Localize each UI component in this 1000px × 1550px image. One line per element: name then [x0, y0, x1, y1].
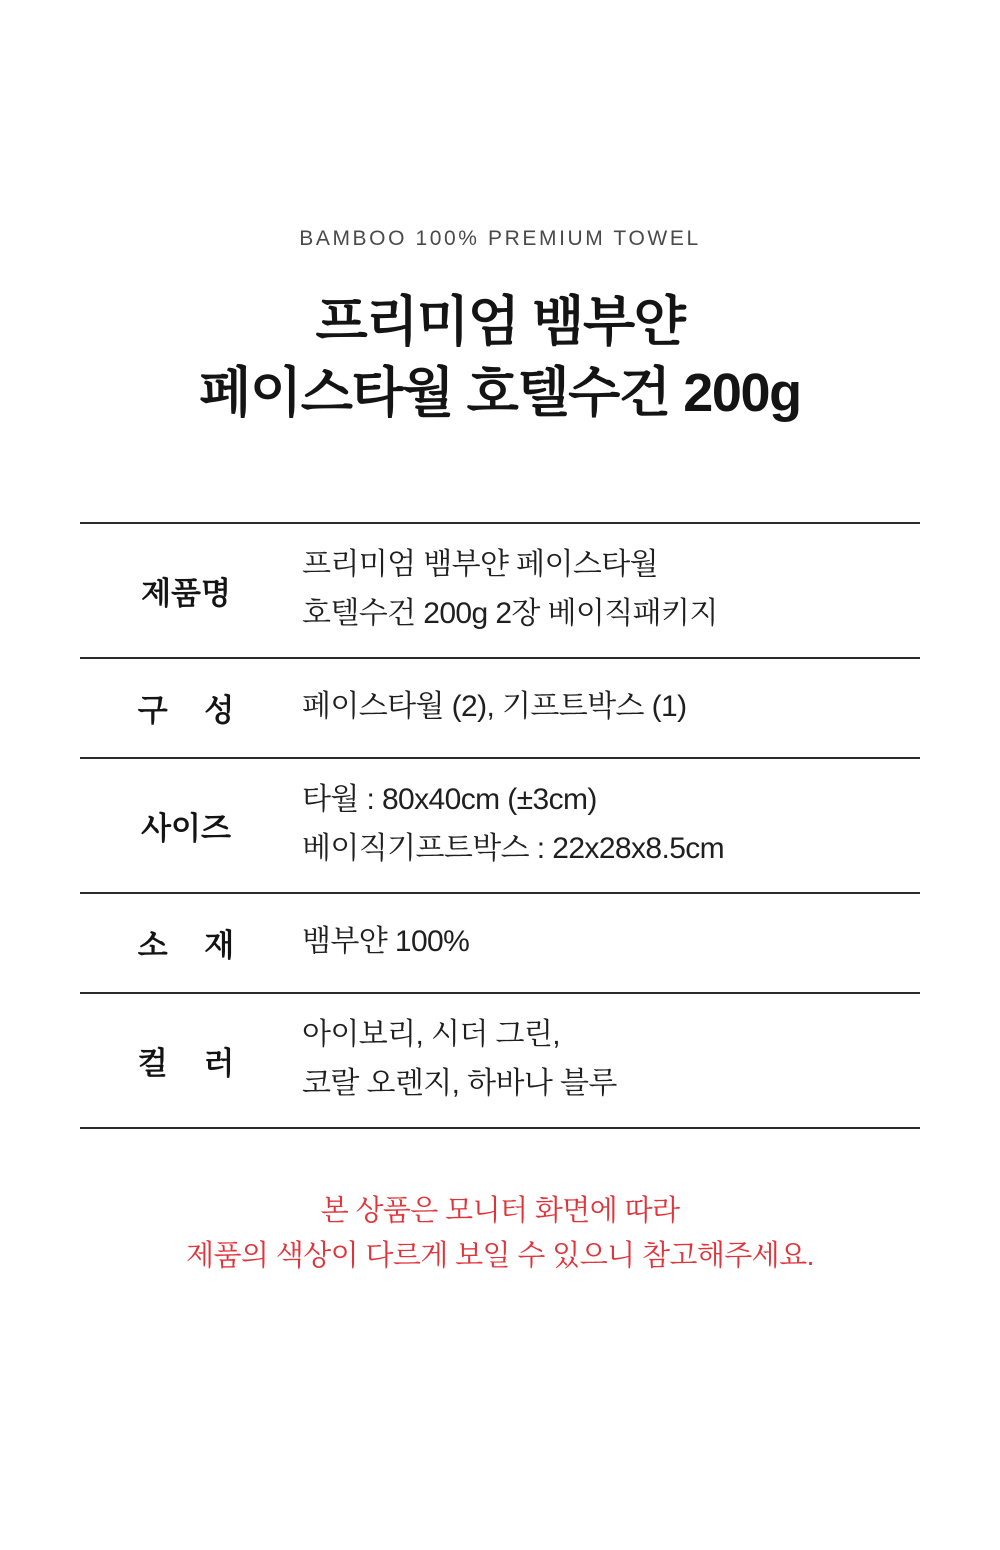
page-title-line-1: 프리미엄 뱀부얀: [315, 292, 685, 352]
spec-value-line: 타월 : 80x40cm (±3cm): [302, 783, 597, 817]
spec-value-material: [302, 918, 920, 967]
spec-value-line: 베이직기프트박스 : 22x28x8.5cm: [302, 832, 725, 866]
spec-label-product-name: 제품명: [141, 575, 231, 611]
page-title-line-2: 페이스타월 호텔수건 200g: [199, 363, 801, 424]
spec-label-size: 사이즈: [141, 810, 231, 846]
spec-value-line: 프리미엄 뱀부얀 페이스타월: [302, 548, 659, 582]
spec-value-line: 페이스타월 (2), 기프트박스 (1): [302, 690, 687, 724]
spec-row-size: [80, 759, 920, 894]
notice-line-2: 제품의 색상이 다르게 보일 수 있으니 참고해주세요.: [186, 1240, 814, 1273]
spec-row-color: [80, 994, 920, 1129]
spec-row-material: [80, 894, 920, 994]
spec-value-line: 뱀부얀 100%: [302, 925, 470, 959]
spec-value-size: [302, 776, 920, 873]
spec-value-line: 코랄 오렌지, 하바나 블루: [302, 1067, 617, 1101]
spec-value-composition: [302, 683, 920, 732]
header-eyebrow: BAMBOO 100% PREMIUM TOWEL: [299, 227, 701, 250]
spec-value-product-name: [302, 541, 920, 638]
spec-row-composition: [80, 659, 920, 759]
spec-value-color: [302, 1011, 920, 1108]
spec-label-material: 소 재: [137, 928, 249, 964]
spec-value-line: 호텔수건 200g 2장 베이직패키지: [302, 597, 718, 631]
monitor-color-notice: [80, 1189, 920, 1281]
spec-value-line: 아이보리, 시더 그린,: [302, 1018, 560, 1052]
spec-row-product-name: [80, 524, 920, 659]
spec-label-composition: 구 성: [137, 693, 249, 729]
page-header: [80, 0, 920, 430]
spec-label-color: 컬 러: [137, 1045, 249, 1081]
page-title: [80, 287, 920, 430]
notice-line-1: 본 상품은 모니터 화면에 따라: [320, 1194, 680, 1227]
spec-table: [80, 522, 920, 1129]
